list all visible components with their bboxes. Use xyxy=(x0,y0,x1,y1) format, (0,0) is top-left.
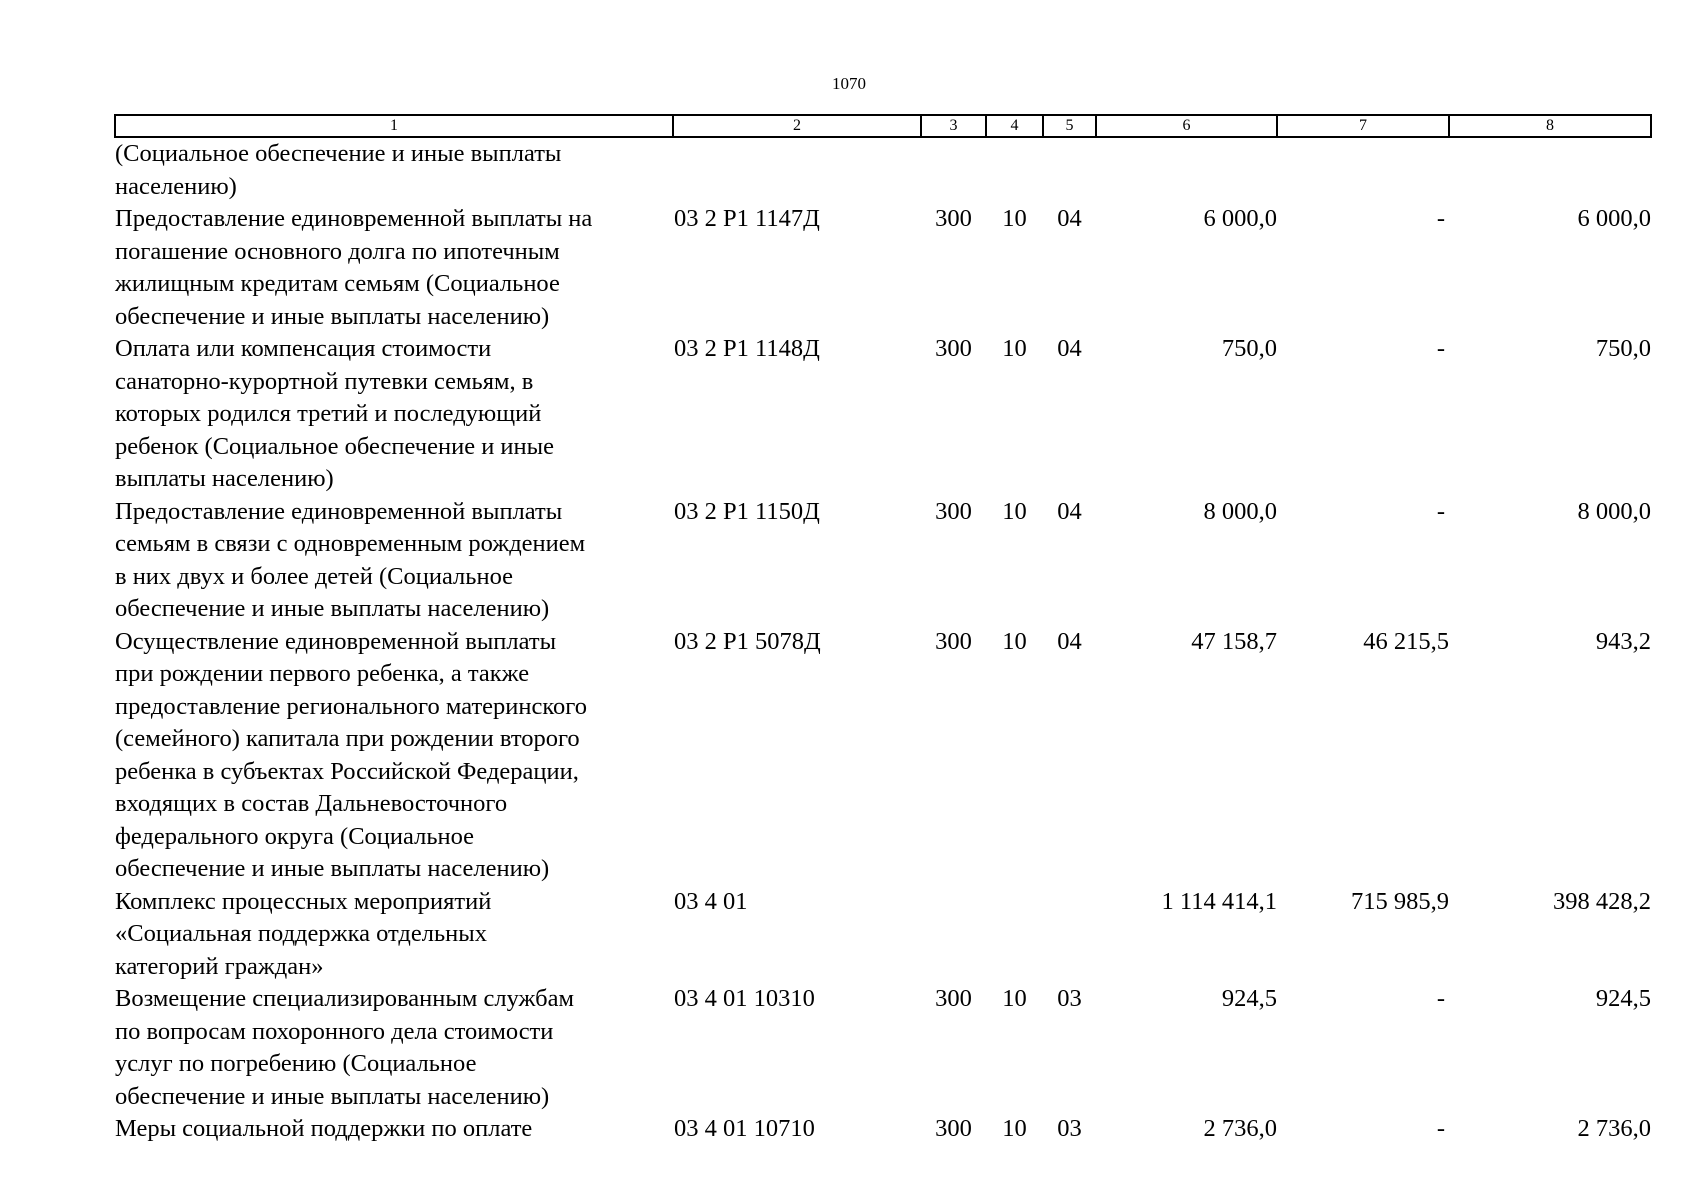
description-line: (Социальное обеспечение и иные выплаты xyxy=(115,140,562,167)
target-article-code: 03 4 01 xyxy=(674,887,748,915)
column-header-2: 2 xyxy=(673,115,921,137)
description-line: ребенок (Социальное обеспечение и иные xyxy=(115,432,554,460)
subsection-code: 03 xyxy=(1057,1115,1082,1142)
expense-type-code: 300 xyxy=(935,335,972,362)
table-row xyxy=(115,333,1651,496)
description-line: услуг по погребению (Социальное xyxy=(115,1050,477,1077)
row-description xyxy=(115,137,673,203)
column-header-1: 1 xyxy=(115,115,673,137)
description-line: выплаты населению) xyxy=(115,465,334,492)
section-code: 10 xyxy=(1002,1115,1027,1142)
page-number: 1070 xyxy=(832,74,866,93)
table-row xyxy=(115,496,1651,626)
column-header-8: 8 xyxy=(1449,115,1651,137)
subsection-code xyxy=(1043,886,1096,984)
description-line: «Социальная поддержка отдельных xyxy=(115,920,487,947)
federal-amount: - xyxy=(1436,985,1445,1012)
total-amount: 750,0 xyxy=(1221,335,1277,362)
description-line: в них двух и более детей (Социальное xyxy=(115,562,513,590)
description-line: Оплата или компенсация стоимости xyxy=(115,335,492,362)
description-line: обеспечение и иные выплаты населению) xyxy=(115,1082,550,1110)
federal-amount: 46 215,5 xyxy=(1363,627,1449,655)
description-line: которых родился третий и последующий xyxy=(115,400,542,427)
expense-type-code xyxy=(921,886,986,984)
description-line: при рождении первого ребенка, а также xyxy=(115,660,530,687)
budget-table xyxy=(114,114,1652,1146)
row-description xyxy=(115,886,673,984)
description-line: санаторно-курортной путевки семьям, в xyxy=(115,367,534,395)
federal-amount: - xyxy=(1436,1115,1445,1142)
subsection-code: 04 xyxy=(1057,205,1082,232)
column-header-5: 5 xyxy=(1043,115,1096,137)
section-code: 10 xyxy=(1002,985,1027,1012)
description-line: категорий граждан» xyxy=(115,952,324,980)
description-line: (семейного) капитала при рождении второго xyxy=(115,725,580,752)
target-article-code xyxy=(673,137,921,203)
total-amount: 8 000,0 xyxy=(1203,497,1277,525)
federal-amount: - xyxy=(1436,335,1445,362)
section-code: 10 xyxy=(1002,627,1027,655)
row-description xyxy=(115,333,673,496)
total-amount: 924,5 xyxy=(1221,985,1277,1012)
description-line: семьям в связи с одновременным рождением xyxy=(115,530,586,557)
expense-type-code xyxy=(921,137,986,203)
description-line: Комплекс процессных мероприятий xyxy=(115,887,492,915)
row-description xyxy=(115,203,673,333)
description-line: жилищным кредитам семьям (Социальное xyxy=(115,270,560,297)
subsection-code: 04 xyxy=(1057,627,1082,655)
federal-amount: 715 985,9 xyxy=(1351,887,1449,915)
description-line: ребенка в субъектах Российской Федерации, xyxy=(115,757,579,785)
column-header-3: 3 xyxy=(921,115,986,137)
federal-amount xyxy=(1277,137,1449,203)
total-amount: 6 000,0 xyxy=(1203,205,1277,232)
description-line: предоставление регионального материнского xyxy=(115,692,587,720)
expense-type-code: 300 xyxy=(935,1115,972,1142)
target-article-code: 03 2 Р1 1150Д xyxy=(674,497,820,525)
table-row xyxy=(115,983,1651,1113)
regional-amount: 943,2 xyxy=(1595,627,1651,655)
section-code xyxy=(986,886,1043,984)
target-article-code: 03 4 01 10310 xyxy=(674,985,815,1012)
description-line: входящих в состав Дальневосточного xyxy=(115,790,508,817)
column-header-7: 7 xyxy=(1277,115,1449,137)
subsection-code: 03 xyxy=(1057,985,1082,1012)
total-amount: 1 114 414,1 xyxy=(1161,887,1277,915)
description-line: федерального округа (Социальное xyxy=(115,822,475,850)
description-line: Возмещение специализированным службам xyxy=(115,985,574,1012)
table-row xyxy=(115,626,1651,886)
description-line: по вопросам похоронного дела стоимости xyxy=(115,1017,554,1045)
column-header-6: 6 xyxy=(1096,115,1277,137)
regional-amount xyxy=(1449,137,1651,203)
table-row xyxy=(115,203,1651,333)
target-article-code: 03 2 Р1 1147Д xyxy=(674,205,820,232)
section-code: 10 xyxy=(1002,335,1027,362)
regional-amount: 398 428,2 xyxy=(1553,887,1651,915)
description-line: населению) xyxy=(115,172,237,200)
total-amount: 47 158,7 xyxy=(1191,627,1277,655)
regional-amount: 2 736,0 xyxy=(1577,1115,1651,1142)
expense-type-code: 300 xyxy=(935,985,972,1012)
federal-amount: - xyxy=(1436,497,1445,525)
regional-amount: 6 000,0 xyxy=(1577,205,1651,232)
description-line: Предоставление единовременной выплаты на xyxy=(115,205,593,232)
row-description xyxy=(115,626,673,886)
target-article-code: 03 4 01 10710 xyxy=(674,1115,815,1142)
description-line: обеспечение и иные выплаты населению) xyxy=(115,595,550,622)
regional-amount: 8 000,0 xyxy=(1577,497,1651,525)
section-code: 10 xyxy=(1002,497,1027,525)
subsection-code xyxy=(1043,137,1096,203)
description-line: Предоставление единовременной выплаты xyxy=(115,497,563,525)
subsection-code: 04 xyxy=(1057,497,1082,525)
description-line: Осуществление единовременной выплаты xyxy=(115,627,557,655)
row-description xyxy=(115,496,673,626)
column-header-4: 4 xyxy=(986,115,1043,137)
section-code xyxy=(986,137,1043,203)
description-line: погашение основного долга по ипотечным xyxy=(115,237,560,265)
table-row xyxy=(115,886,1651,984)
total-amount xyxy=(1096,137,1277,203)
target-article-code: 03 2 Р1 1148Д xyxy=(674,335,820,362)
description-line: обеспечение и иные выплаты населению) xyxy=(115,302,550,330)
table-row xyxy=(115,1113,1651,1146)
column-number-header-row xyxy=(115,115,1651,137)
federal-amount: - xyxy=(1436,205,1445,232)
subsection-code: 04 xyxy=(1057,335,1082,362)
regional-amount: 750,0 xyxy=(1595,335,1651,362)
expense-type-code: 300 xyxy=(935,627,972,655)
expense-type-code: 300 xyxy=(935,497,972,525)
section-code: 10 xyxy=(1002,205,1027,232)
expense-type-code: 300 xyxy=(935,205,972,232)
regional-amount: 924,5 xyxy=(1595,985,1651,1012)
description-line: Меры социальной поддержки по оплате xyxy=(115,1115,533,1142)
target-article-code: 03 2 Р1 5078Д xyxy=(674,627,821,655)
table-row xyxy=(115,137,1651,203)
row-description xyxy=(115,983,673,1113)
row-description xyxy=(115,1113,673,1146)
description-line: обеспечение и иные выплаты населению) xyxy=(115,855,550,882)
total-amount: 2 736,0 xyxy=(1203,1115,1277,1142)
